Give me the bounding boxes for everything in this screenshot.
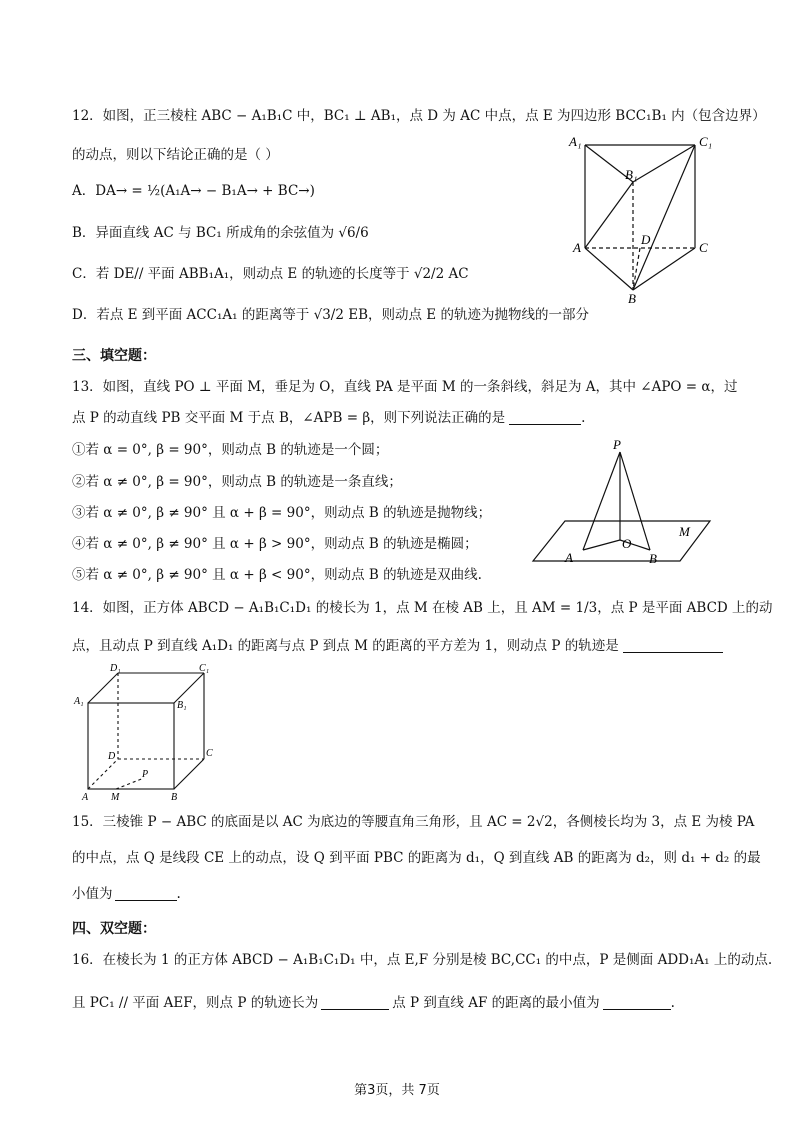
q13-statement-5: ⑤若 α ≠ 0°, β ≠ 90° 且 α + β < 90°，则动点 B 的轨迹是双曲线. xyxy=(72,567,482,583)
q13-line1: 13．如图，直线 PO ⊥ 平面 M，垂足为 O，直线 PA 是平面 M 的一条斜线，斜足为 A，其中 ∠APO = α，过 xyxy=(72,379,738,395)
page-footer: 第3页，共 7页 xyxy=(354,1083,440,1098)
q15-line1: 15．三棱锥 P − ABC 的底面是以 AC 为底边的等腰直角三角形，且 AC = 2√2，各侧棱长均为 3，点 E 为棱 PA xyxy=(72,814,755,830)
section-3-heading: 三、填空题： xyxy=(72,348,156,364)
q12-option-b: B．异面直线 AC 与 BC₁ 所成角的余弦值为 √6/6 xyxy=(72,225,369,241)
fig12-label-a: A xyxy=(573,240,581,255)
q14-line2: 点，且动点 P 到直线 A₁D₁ 的距离与点 P 到点 M 的距离的平方差为 1，则动点 P 的轨迹是 xyxy=(72,637,723,655)
fig13-label-p: P xyxy=(613,438,621,452)
fig12-label-b: B xyxy=(628,291,636,305)
fig14-label-b: B xyxy=(171,792,178,803)
q12-option-a: A．DA→ = ½(A₁A→ − B₁A→ + BC→) xyxy=(72,183,315,199)
fig14-label-m: M xyxy=(111,792,120,803)
fig14-label-p: P xyxy=(142,769,149,780)
q16-line2: 且 PC₁ // 平面 AEF，则点 P 的轨迹长为 点 P 到直线 AF 的距离的最小值为 . xyxy=(72,995,675,1011)
q13-answer-blank xyxy=(509,410,581,425)
fig13-label-o: O xyxy=(622,536,632,551)
fig12-label-c1: C₁ xyxy=(699,134,713,149)
fig14-label-c: C xyxy=(206,748,213,759)
fig14-label-d1: D₁ xyxy=(110,663,121,674)
fig13-label-a: A xyxy=(565,550,573,565)
fig13-label-m: M xyxy=(679,524,690,539)
fig14-label-c1: C₁ xyxy=(199,663,210,674)
fig13-label-b: B xyxy=(649,551,657,566)
fig14-label-d: D xyxy=(108,751,116,762)
q13-line2: 点 P 的动直线 PB 交平面 M 于点 B，∠APB = β，则下列说法正确的是 . xyxy=(72,410,586,426)
q14-cube-figure xyxy=(72,660,222,805)
q13-plane-figure xyxy=(525,438,715,568)
q13-statement-1: ①若 α = 0°, β = 90°，则动点 B 的轨迹是一个圆； xyxy=(72,442,389,458)
q15-answer-blank xyxy=(115,886,177,901)
q14-line1: 14．如图，正方体 ABCD − A₁B₁C₁D₁ 的棱长为 1，点 M 在棱 AB 上，且 AM = 1/3，点 P 是平面 ABCD 上的动 xyxy=(72,600,773,616)
q16-answer-blank-1 xyxy=(321,995,389,1010)
q12-prism-figure xyxy=(565,130,725,305)
fig14-label-a1: A₁ xyxy=(74,696,84,707)
q16-answer-blank-2 xyxy=(603,995,671,1010)
q13-statement-2: ②若 α ≠ 0°, β = 90°，则动点 B 的轨迹是一条直线； xyxy=(72,474,402,490)
fig12-label-d: D xyxy=(641,232,651,247)
q12-line2: 的动点，则以下结论正确的是（ ） xyxy=(72,147,279,163)
fig14-label-b1: B₁ xyxy=(177,700,187,711)
section-4-heading: 四、双空题： xyxy=(72,921,156,937)
q12-option-d: D．若点 E 到平面 ACC₁A₁ 的距离等于 √3/2 EB，则动点 E 的轨迹为抛物线的一部分 xyxy=(72,307,589,323)
q12-line1: 12．如图，正三棱柱 ABC − A₁B₁C 中，BC₁ ⊥ AB₁，点 D 为 AC 中点，点 E 为四边形 BCC₁B₁ 内（包含边界） xyxy=(72,108,766,124)
fig12-label-c: C xyxy=(699,240,708,255)
q12-option-c: C．若 DE// 平面 ABB₁A₁，则动点 E 的轨迹的长度等于 √2/2 AC xyxy=(72,266,469,282)
fig12-label-a1: A₁ xyxy=(569,134,582,149)
fig12-label-b1: B₁ xyxy=(625,167,638,182)
q15-line3: 小值为 . xyxy=(72,886,181,902)
q15-line2: 的中点，点 Q 是线段 CE 上的动点，设 Q 到平面 PBC 的距离为 d₁，Q 到直线 AB 的距离为 d₂，则 d₁ + d₂ 的最 xyxy=(72,850,761,866)
q13-statement-4: ④若 α ≠ 0°, β ≠ 90° 且 α + β > 90°，则动点 B 的轨迹是椭圆； xyxy=(72,536,478,552)
q13-statement-3: ③若 α ≠ 0°, β ≠ 90° 且 α + β = 90°，则动点 B 的轨迹是抛物线； xyxy=(72,505,492,521)
q14-answer-blank xyxy=(623,638,723,653)
fig14-label-a: A xyxy=(82,792,89,803)
q16-line1: 16．在棱长为 1 的正方体 ABCD − A₁B₁C₁D₁ 中，点 E,F 分别是棱 BC,CC₁ 的中点，P 是侧面 ADD₁A₁ 上的动点. xyxy=(72,952,773,968)
